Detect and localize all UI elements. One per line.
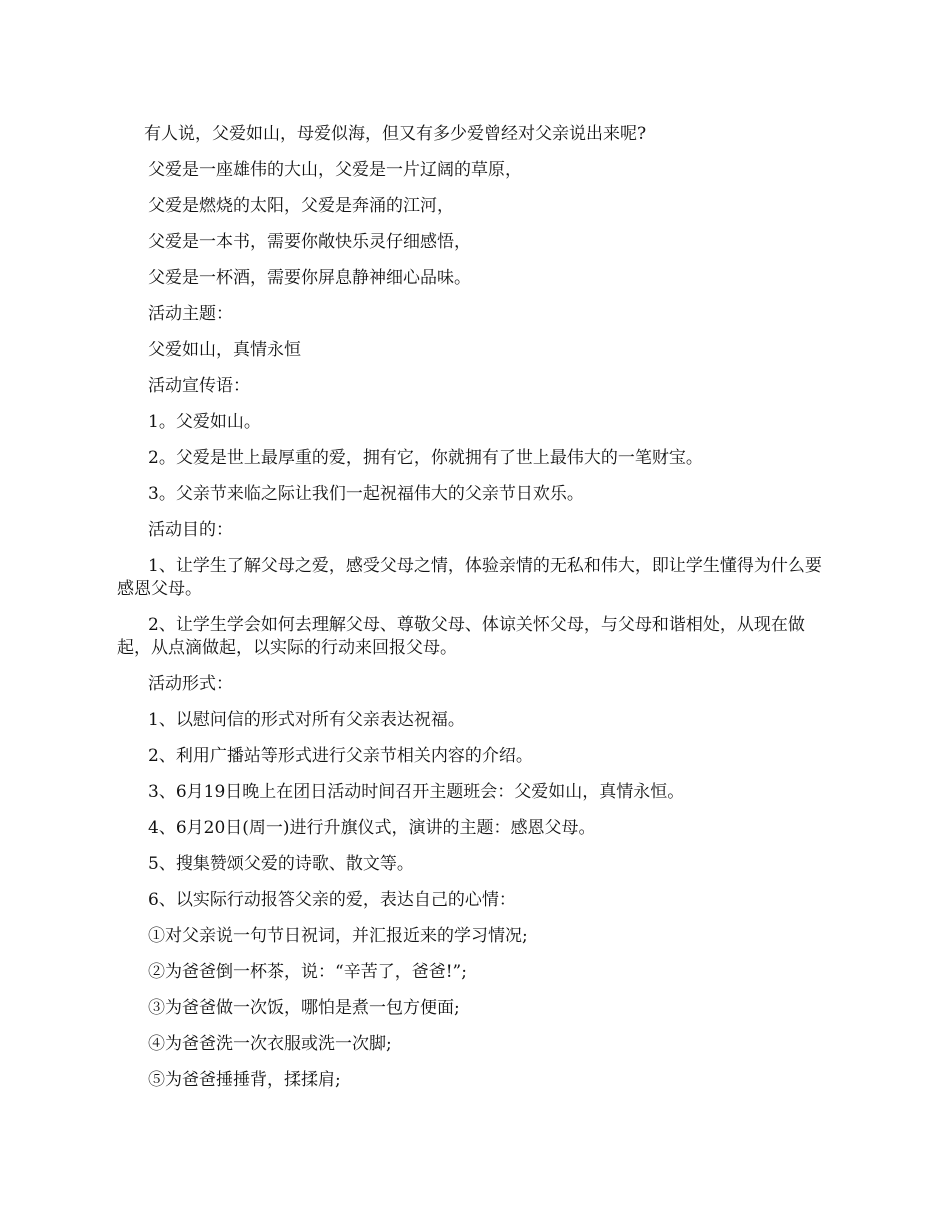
list-item: 1。父爱如山。: [148, 412, 261, 432]
section-heading-format: 活动形式：: [148, 674, 233, 694]
paragraph-line: 父爱是一本书，需要你敞快乐灵仔细感悟，: [148, 232, 471, 252]
list-item: 1、以慰问信的形式对所有父亲表达祝福。: [148, 710, 465, 730]
paragraph-intro: 有人说，父爱如山，母爱似海，但又有多少爱曾经对父亲说出来呢?: [144, 124, 647, 144]
list-item: ③为爸爸做一次饭，哪怕是煮一包方便面;: [148, 998, 460, 1018]
paragraph-line: 父爱是一座雄伟的大山，父爱是一片辽阔的草原，: [148, 160, 522, 180]
list-item: 2。父爱是世上最厚重的爱，拥有它，你就拥有了世上最伟大的一笔财宝。: [148, 448, 703, 468]
list-item: 5、搜集赞颂父爱的诗歌、散文等。: [148, 854, 414, 874]
section-heading-slogan: 活动宣传语：: [148, 376, 250, 396]
paragraph-line: 父爱是一杯酒，需要你屏息静神细心品味。: [148, 268, 471, 288]
list-item: 4、6月20日(周一)进行升旗仪式，演讲的主题：感恩父母。: [148, 818, 596, 838]
list-item: ④为爸爸洗一次衣服或洗一次脚;: [148, 1034, 392, 1054]
paragraph-line: 父爱是燃烧的太阳，父爱是奔涌的江河，: [148, 196, 454, 216]
list-item: 1、让学生了解父母之爱，感受父母之情，体验亲情的无私和伟大，即让学生懂得为什么要感恩父母。: [117, 556, 822, 599]
list-item: ①对父亲说一句节日祝词，并汇报近来的学习情况;: [148, 926, 528, 946]
section-heading-purpose: 活动目的：: [148, 520, 233, 540]
list-item: ⑤为爸爸捶捶背，揉揉肩;: [148, 1070, 341, 1090]
list-item: ②为爸爸倒一杯茶，说：“辛苦了，爸爸!”;: [148, 962, 467, 982]
list-item: 2、利用广播站等形式进行父亲节相关内容的介绍。: [148, 746, 533, 766]
list-item: 3、6月19日晚上在团日活动时间召开主题班会：父爱如山，真情永恒。: [148, 782, 685, 802]
list-item: 2、让学生学会如何去理解父母、尊敬父母、体谅关怀父母，与父母和谐相处，从现在做起，从点滴做起，以实际的行动来回报父母。: [117, 615, 805, 658]
list-item: 3。父亲节来临之际让我们一起祝福伟大的父亲节日欢乐。: [148, 484, 584, 504]
section-heading-theme: 活动主题：: [148, 304, 233, 324]
document-body: [117, 123, 833, 1092]
list-item: 6、以实际行动报答父亲的爱，表达自己的心情：: [148, 890, 516, 910]
paragraph-theme: 父爱如山，真情永恒: [148, 340, 301, 360]
